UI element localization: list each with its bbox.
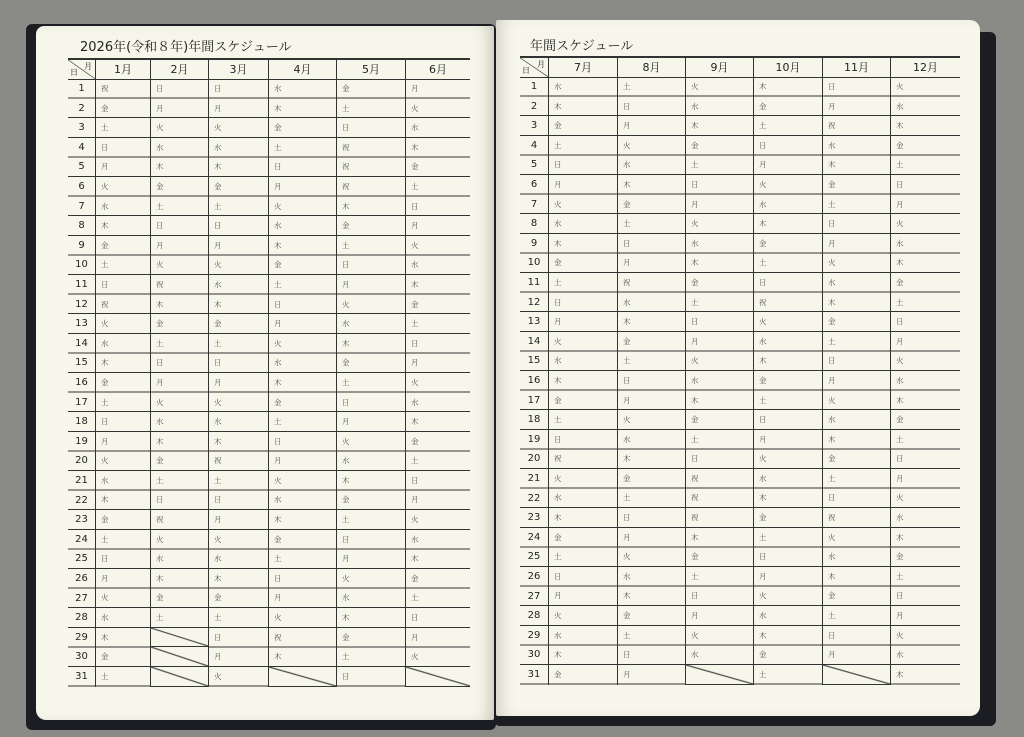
corner-day-label: 日 — [522, 66, 530, 75]
nonexistent-day-cell — [151, 667, 208, 687]
day-number: 11 — [75, 279, 88, 290]
corner-cell — [68, 60, 95, 79]
day-number: 4 — [78, 141, 85, 153]
day-number: 25 — [75, 553, 88, 565]
day-number: 28 — [75, 612, 88, 624]
month-header: 11月 — [822, 58, 890, 77]
day-number: 29 — [75, 631, 88, 643]
day-number: 31 — [75, 671, 88, 682]
weekday-list: 土日月火水木金土日月祝水木金土日月火水木金土日月火水木金土日月 — [623, 82, 631, 679]
day-number: 7 — [530, 198, 538, 210]
day-number: 22 — [527, 492, 541, 504]
day-number: 24 — [75, 533, 88, 545]
day-number: 26 — [527, 571, 541, 582]
month-header: 3月 — [208, 60, 268, 79]
day-number: 23 — [527, 512, 541, 524]
nonexistent-day-cell — [823, 665, 890, 685]
day-number: 24 — [527, 531, 541, 543]
day-number: 14 — [75, 337, 88, 349]
left-page-title: 2026年(令和８年)年間スケジュール — [80, 40, 292, 55]
right-page-title: 年間スケジュール — [530, 39, 634, 54]
day-number: 14 — [527, 335, 541, 347]
month-header: 1月 — [95, 60, 150, 79]
day-number: 26 — [75, 573, 88, 584]
weekday-list: 月火水木金土日月火水木金土日月火水木金土日月火水木金土日月火 — [411, 84, 419, 662]
day-number: 6 — [530, 179, 538, 190]
day-number: 11 — [527, 277, 541, 288]
day-number: 1 — [530, 81, 538, 92]
day-number: 21 — [75, 475, 88, 486]
schedule-body — [520, 77, 960, 685]
month-header: 8月 — [617, 58, 685, 77]
weekday-list: 日月祝水木金土日月火水木金土日月火水木金土日祝火水木金土日月 — [828, 82, 836, 660]
month-header: 10月 — [753, 58, 822, 77]
month-header: 6月 — [405, 60, 470, 79]
nonexistent-day-cell — [269, 667, 336, 687]
day-number: 8 — [530, 218, 538, 230]
weekday-list: 金土日祝祝祝木金土日月火水木金土日月火水木金土日月火水木金土日 — [342, 84, 350, 681]
weekday-list: 木金土日月火水木金土日祝火水木金土日月火水木金土日月火水木金土 — [759, 82, 767, 679]
nonexistent-day-cell — [686, 665, 753, 685]
day-number: 17 — [527, 394, 541, 406]
day-number: 5 — [530, 159, 538, 171]
schedule-body — [68, 79, 470, 687]
month-column[interactable] — [268, 79, 336, 687]
day-number: 15 — [75, 357, 88, 369]
day-number: 4 — [530, 139, 538, 151]
day-number: 18 — [75, 416, 88, 428]
month-header: 7月 — [548, 58, 617, 77]
month-column[interactable] — [617, 77, 685, 685]
month-header: 4月 — [268, 60, 336, 79]
month-column[interactable] — [685, 77, 753, 685]
day-number: 20 — [527, 453, 541, 465]
day-number: 9 — [78, 239, 85, 251]
day-number: 7 — [78, 200, 85, 212]
month-column[interactable] — [405, 79, 470, 687]
month-header: 5月 — [336, 60, 405, 79]
day-number: 12 — [527, 296, 541, 308]
day-number: 15 — [527, 355, 541, 367]
day-number: 6 — [78, 181, 85, 192]
weekday-list: 火水木金土日月火水木金土日月火水木金土日祝祝祝木金土日月火水 — [691, 82, 699, 660]
header-row — [68, 58, 470, 80]
weekday-list: 祝金土日月火水木金土日祝火水木金土日月火水木金土日月火水木金土 — [101, 84, 109, 681]
month-column[interactable] — [95, 79, 150, 687]
nonexistent-day-cell — [151, 647, 208, 667]
weekday-list: 水木金土日月火水木金土日月火水木金土日祝火水木金土日月火水木金 — [554, 82, 562, 679]
month-column[interactable] — [548, 77, 617, 685]
day-number: 5 — [78, 161, 85, 173]
day-number: 2 — [530, 100, 538, 112]
month-column[interactable] — [822, 77, 890, 685]
day-number: 22 — [75, 494, 88, 506]
day-number: 9 — [530, 237, 538, 249]
day-number: 16 — [75, 377, 88, 388]
weekday-list: 水木金土日月火水木金土日月火水木金土日月火水木金土日月火祝木 — [274, 84, 282, 662]
weekday-list: 日月火水木金土日月火水木金土日月火水木祝土日月火水木金土日月火 — [214, 84, 222, 681]
day-number: 10 — [527, 257, 541, 269]
day-number: 30 — [75, 651, 88, 663]
day-number: 17 — [75, 396, 88, 408]
day-number: 3 — [78, 122, 85, 134]
month-column[interactable] — [150, 79, 208, 687]
header-row — [520, 56, 960, 78]
day-number: 23 — [75, 514, 88, 526]
nonexistent-day-cell — [406, 667, 470, 687]
day-number: 19 — [75, 435, 88, 447]
day-number: 20 — [75, 455, 88, 467]
day-number: 13 — [75, 318, 88, 330]
weekday-list: 日月火水木金土日月火祝木金土日月火水木金土日祝火水木金土 — [156, 84, 164, 623]
corner-month-label: 月 — [84, 62, 92, 71]
day-number: 21 — [527, 473, 541, 484]
month-header: 9月 — [685, 58, 753, 77]
nonexistent-day-cell — [151, 628, 208, 648]
weekday-list: 火水木金土日月火水木金土日月火水木金土日月火水木金土日月火水木 — [896, 82, 904, 679]
day-number: 2 — [78, 102, 85, 114]
day-number: 18 — [527, 414, 541, 426]
left-page — [36, 26, 494, 720]
day-number: 1 — [78, 83, 85, 94]
day-number: 31 — [527, 669, 541, 680]
day-number: 13 — [527, 316, 541, 328]
month-column[interactable] — [336, 79, 405, 687]
day-number: 19 — [527, 433, 541, 445]
month-header: 12月 — [890, 58, 960, 77]
month-column[interactable] — [753, 77, 822, 685]
day-number: 29 — [527, 629, 541, 641]
month-column[interactable] — [208, 79, 268, 687]
day-number: 27 — [75, 592, 88, 604]
corner-day-label: 日 — [70, 68, 78, 77]
day-number: 10 — [75, 259, 88, 271]
corner-cell — [520, 58, 548, 77]
day-number: 16 — [527, 375, 541, 386]
day-number: 25 — [527, 551, 541, 563]
month-header: 2月 — [150, 60, 208, 79]
day-number: 3 — [530, 120, 538, 132]
day-number: 27 — [527, 590, 541, 602]
day-number: 12 — [75, 298, 88, 310]
day-number: 30 — [527, 649, 541, 661]
day-number: 28 — [527, 610, 541, 622]
corner-month-label: 月 — [537, 60, 545, 69]
day-number: 8 — [78, 220, 85, 232]
month-column[interactable] — [890, 77, 960, 685]
right-page — [496, 20, 980, 716]
